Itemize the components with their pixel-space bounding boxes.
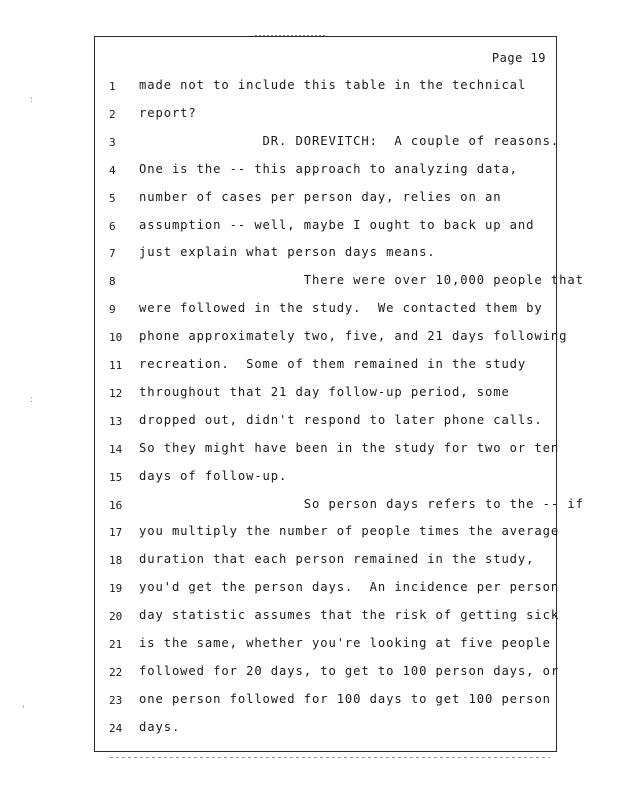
line-text: you multiply the number of people times the average bbox=[139, 524, 560, 539]
line-number: 17 bbox=[109, 526, 123, 540]
line-number: 19 bbox=[109, 582, 123, 596]
line-text: DR. DOREVITCH: A couple of reasons. bbox=[139, 133, 560, 148]
line-number: 11 bbox=[109, 359, 123, 372]
line-number: 23 bbox=[109, 693, 123, 707]
transcript-line bbox=[95, 324, 568, 352]
line-text: duration that each person remained in the study, bbox=[139, 552, 535, 567]
line-text: were followed in the study. We contacted them by bbox=[139, 301, 543, 316]
line-text: number of cases per person day, relies on an bbox=[139, 189, 502, 204]
transcript-line bbox=[95, 185, 556, 213]
line-number: 9 bbox=[109, 303, 116, 317]
line-number: 21 bbox=[109, 638, 123, 651]
line-number: 15 bbox=[109, 470, 123, 484]
transcript-line bbox=[95, 715, 556, 743]
transcript-line bbox=[95, 519, 560, 547]
line-number: 10 bbox=[109, 331, 123, 345]
line-text: assumption -- well, maybe I ought to back up and bbox=[139, 217, 535, 232]
line-text: One is the -- this approach to analyzing data, bbox=[139, 161, 518, 176]
line-text: you'd get the person days. An incidence per person bbox=[139, 580, 560, 595]
line-text: dropped out, didn't respond to later phone calls. bbox=[139, 412, 543, 427]
transcript-line bbox=[95, 575, 560, 603]
transcript-line bbox=[95, 380, 556, 408]
transcript-line bbox=[95, 659, 560, 687]
line-text: days. bbox=[139, 719, 181, 734]
transcript-line bbox=[95, 631, 556, 659]
line-text: just explain what person days means. bbox=[139, 245, 436, 260]
line-number: 5 bbox=[109, 191, 116, 205]
scan-speck: : bbox=[30, 395, 34, 405]
line-number: 24 bbox=[109, 721, 123, 735]
line-text: So person days refers to the -- if bbox=[139, 496, 584, 511]
transcript-frame bbox=[94, 36, 584, 752]
line-number: 1 bbox=[109, 80, 116, 93]
transcript-line bbox=[95, 157, 556, 185]
line-text: phone approximately two, five, and 21 days following bbox=[139, 329, 568, 344]
transcript-line bbox=[95, 296, 556, 324]
line-number: 12 bbox=[109, 386, 123, 400]
line-number: 16 bbox=[109, 498, 123, 512]
transcript-line bbox=[95, 547, 556, 575]
line-number: 6 bbox=[109, 219, 116, 233]
line-text: recreation. Some of them remained in the study bbox=[139, 357, 527, 371]
transcript-line bbox=[95, 73, 556, 101]
line-text: There were over 10,000 people that bbox=[139, 273, 584, 288]
line-number: 20 bbox=[109, 610, 123, 624]
line-number: 3 bbox=[109, 135, 116, 149]
line-text: one person followed for 100 days to get 100 person bbox=[139, 691, 551, 706]
scan-artifact-bottom bbox=[110, 757, 550, 758]
transcript-line bbox=[95, 240, 556, 268]
line-text: is the same, whether you're looking at five people bbox=[139, 636, 551, 650]
transcript-line bbox=[95, 129, 560, 157]
scan-speck: ' bbox=[22, 705, 25, 715]
line-number: 18 bbox=[109, 554, 123, 568]
page-number: Page 19 bbox=[491, 51, 546, 65]
transcript-line bbox=[95, 408, 556, 436]
line-text: made not to include this table in the technical bbox=[139, 78, 527, 92]
line-text: So they might have been in the study for two or ten bbox=[139, 440, 560, 455]
line-number: 14 bbox=[109, 442, 123, 456]
transcript-line bbox=[95, 352, 556, 380]
line-text: day statistic assumes that the risk of getting sick bbox=[139, 608, 560, 623]
line-number: 8 bbox=[109, 275, 116, 289]
line-number: 22 bbox=[109, 665, 123, 679]
line-text: followed for 20 days, to get to 100 person days, or bbox=[139, 663, 560, 678]
line-number: 4 bbox=[109, 163, 116, 177]
line-number: 2 bbox=[109, 107, 116, 121]
transcript-line bbox=[95, 603, 560, 631]
transcript-line bbox=[95, 436, 560, 464]
line-number: 7 bbox=[109, 247, 116, 261]
transcript-line bbox=[95, 464, 556, 492]
line-text: days of follow-up. bbox=[139, 468, 288, 483]
line-number: 13 bbox=[109, 414, 123, 428]
transcript-line bbox=[95, 101, 556, 129]
transcript-line bbox=[95, 213, 556, 241]
transcript-line bbox=[95, 687, 556, 715]
line-text: report? bbox=[139, 105, 197, 120]
scan-speck: : bbox=[30, 95, 34, 105]
transcript-line bbox=[95, 492, 584, 520]
transcript-line bbox=[95, 268, 584, 296]
line-text: throughout that 21 day follow-up period, some bbox=[139, 384, 510, 399]
